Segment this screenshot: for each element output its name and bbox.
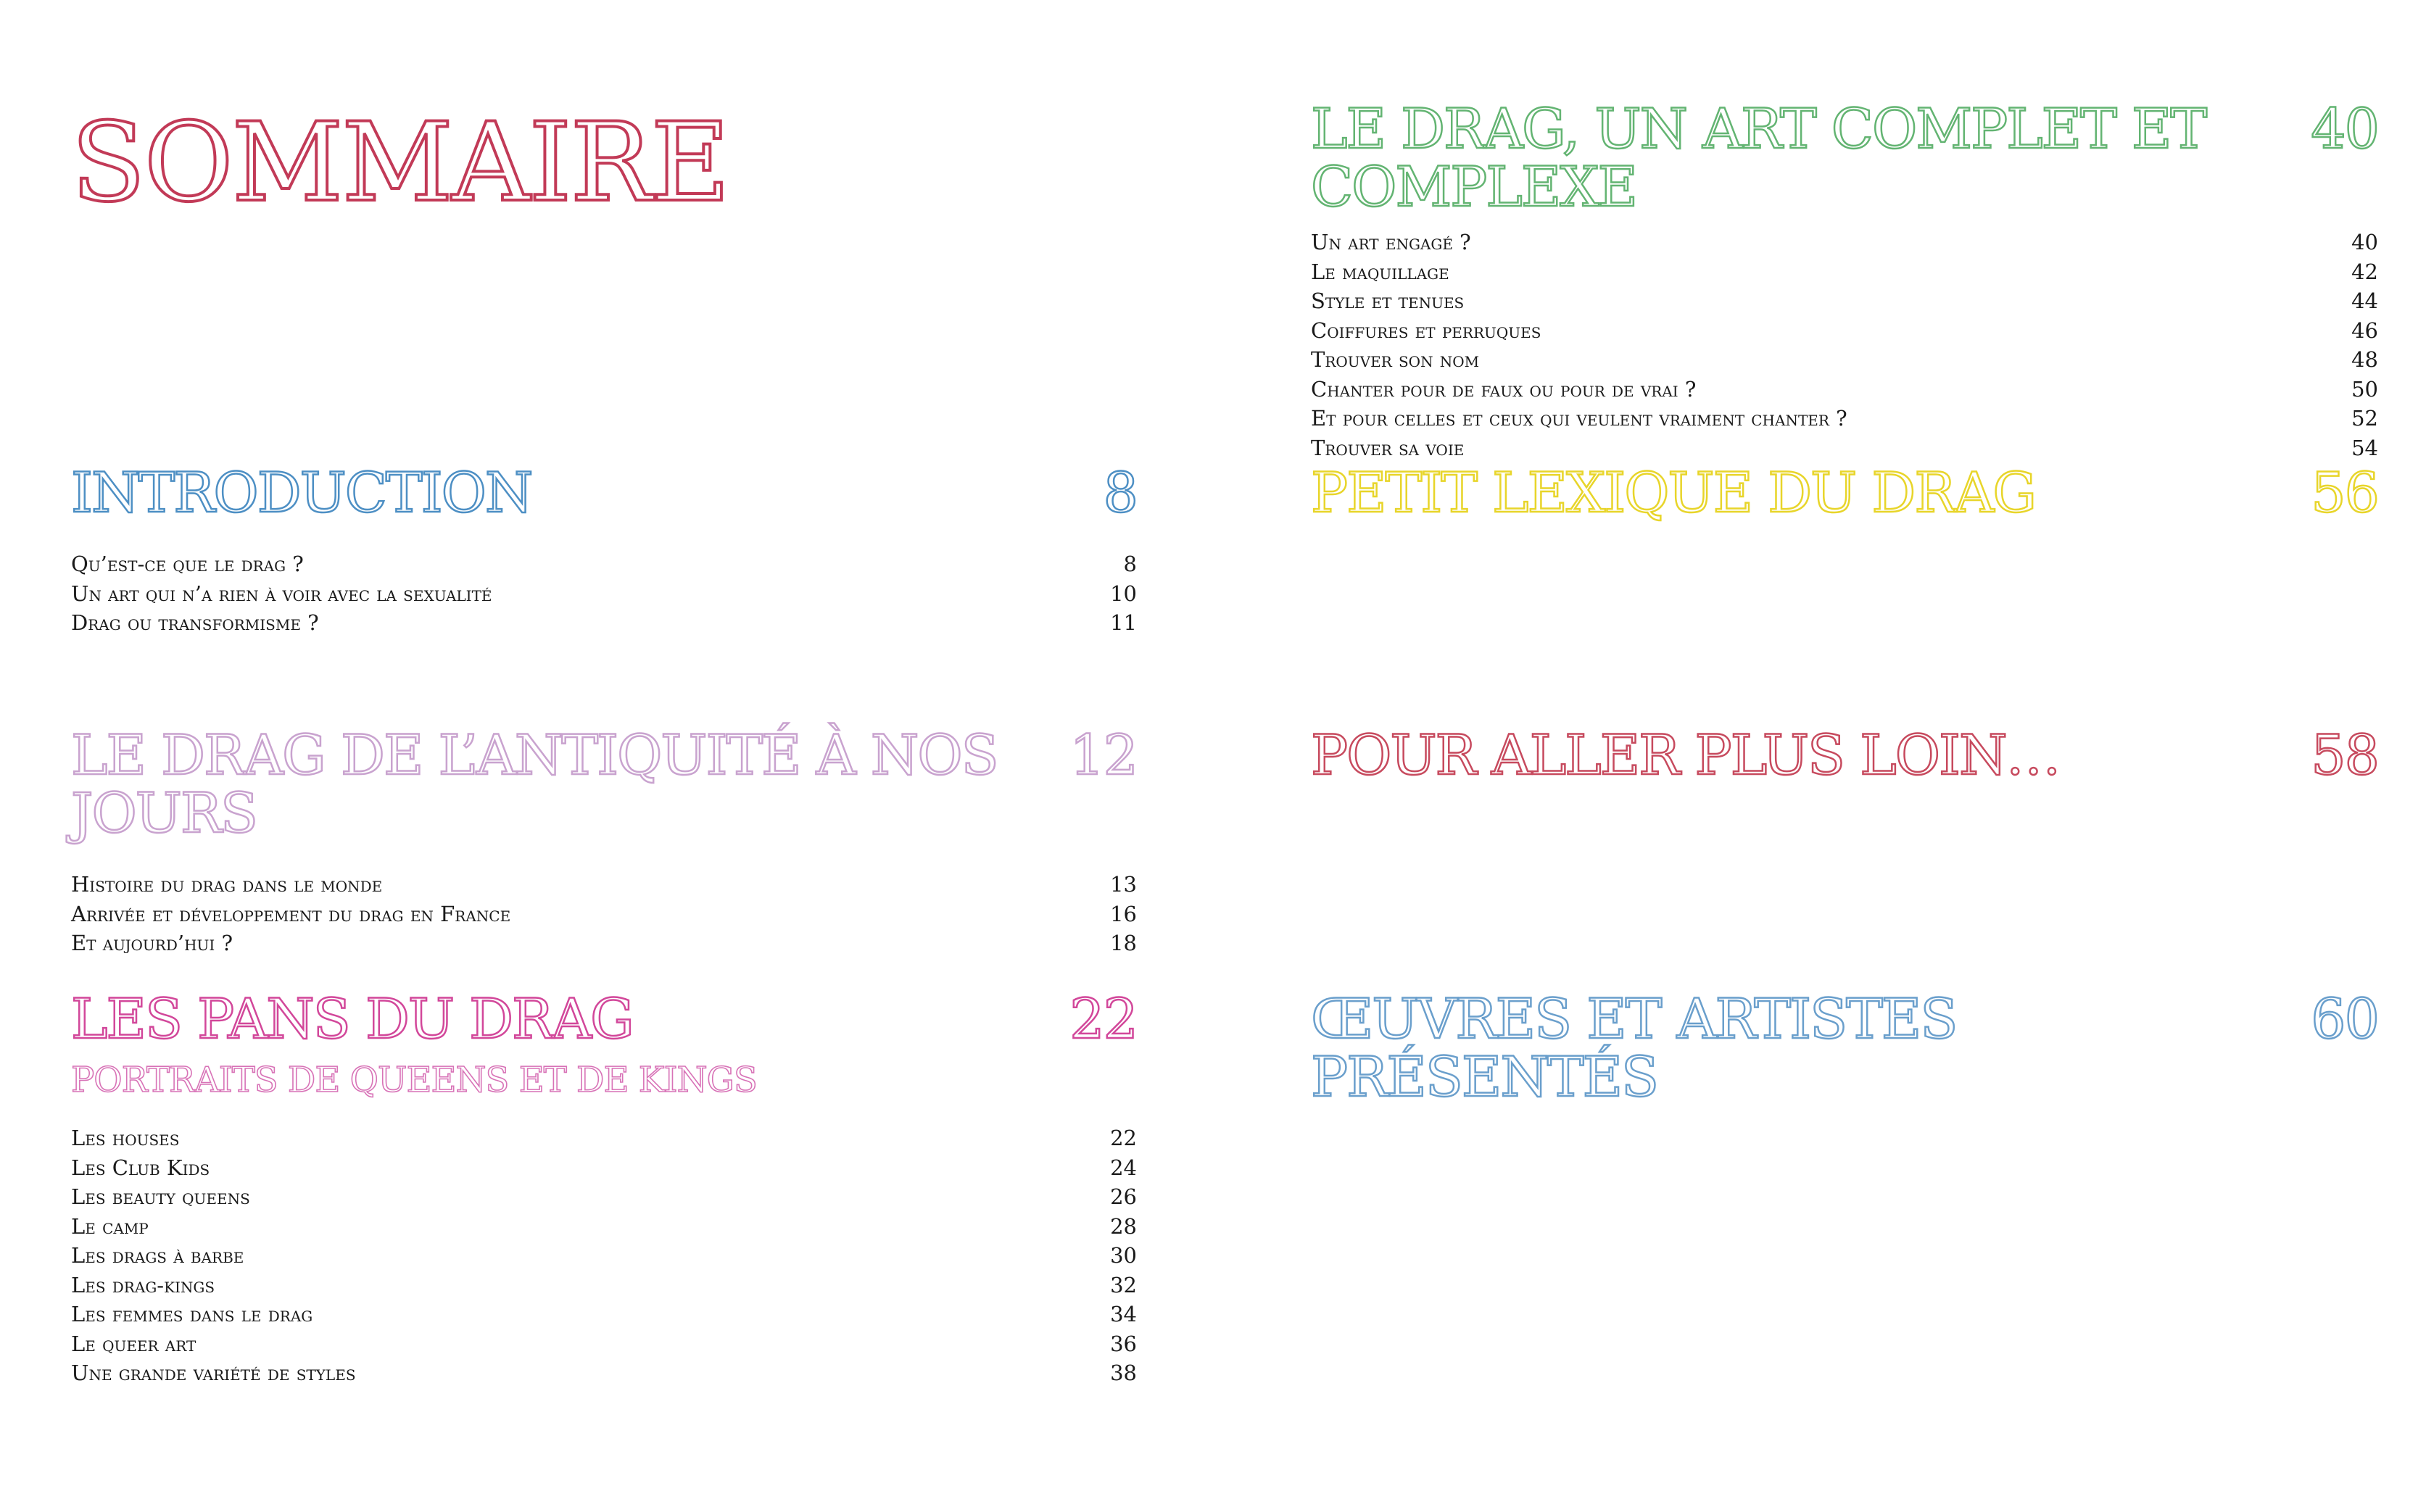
- entry-page: 10: [1110, 581, 1137, 606]
- entry-label: Qu’est-ce que le drag ?: [71, 552, 304, 576]
- entry-label: Histoire du drag dans le monde: [71, 872, 383, 897]
- toc-entry[interactable]: [71, 1271, 1137, 1300]
- toc-entry[interactable]: [71, 1182, 1137, 1212]
- left-column: [71, 0, 1137, 1512]
- toc-entry[interactable]: [71, 549, 1137, 579]
- entry-label: Chanter pour de faux ou pour de vrai ?: [1311, 376, 1697, 402]
- entry-label: Une grande variété de styles: [71, 1361, 356, 1385]
- section-page-number: 22: [1069, 986, 1137, 1051]
- toc-entry[interactable]: [71, 608, 1137, 638]
- toc-entry[interactable]: [71, 1153, 1137, 1183]
- entry-page: 32: [1110, 1272, 1137, 1297]
- entry-page: 44: [2351, 288, 2378, 313]
- entry-page: 36: [1110, 1331, 1137, 1356]
- entry-page: 48: [2351, 347, 2378, 372]
- section-aller-plus-loin: [1311, 723, 2378, 787]
- entry-label: Et aujourd’hui ?: [71, 931, 233, 955]
- section-page-number: 60: [2311, 986, 2378, 1051]
- entry-label: Un art qui n’a rien à voir avec la sexualité: [71, 581, 492, 606]
- entry-label: Et pour celles et ceux qui veulent vraiment chanter ?: [1311, 406, 1847, 431]
- entry-label: Les femmes dans le drag: [71, 1302, 313, 1326]
- entry-page: 8: [1123, 552, 1137, 576]
- toc-entry[interactable]: [1311, 316, 2378, 346]
- toc-entry[interactable]: [71, 1300, 1137, 1329]
- entry-page: 46: [2351, 317, 2378, 343]
- entry-page: 18: [1110, 931, 1137, 955]
- entry-label: Les beauty queens: [71, 1184, 250, 1209]
- entry-list: [71, 549, 1137, 638]
- section-title[interactable]: PETIT LEXIQUE DU DRAG: [1311, 460, 2036, 525]
- entry-label: Le camp: [71, 1213, 149, 1239]
- entry-page: 52: [2351, 406, 2378, 431]
- entry-label: Le queer art: [71, 1331, 196, 1356]
- toc-entry[interactable]: [1311, 404, 2378, 433]
- entry-label: Les drag-kings: [71, 1272, 215, 1297]
- section-subtitle: PORTRAITS DE QUEENS ET DE KINGS: [71, 1060, 757, 1100]
- entry-page: 16: [1110, 901, 1137, 926]
- entry-label: Arrivée et développement du drag en France: [71, 901, 511, 926]
- toc-entry[interactable]: [1311, 257, 2378, 287]
- entry-label: Les Club Kids: [71, 1155, 210, 1180]
- entry-label: Trouver son nom: [1311, 347, 1480, 372]
- entry-page: 11: [1110, 610, 1137, 635]
- entry-list: [71, 1123, 1137, 1388]
- entry-label: Trouver sa voie: [1311, 435, 1465, 460]
- section-page-number: 12: [1069, 723, 1137, 787]
- entry-label: Coiffures et perruques: [1311, 317, 1541, 343]
- page-title: SOMMAIRE: [71, 100, 729, 226]
- toc-entry[interactable]: [1311, 345, 2378, 375]
- toc-entry[interactable]: [71, 900, 1137, 929]
- toc-entry[interactable]: [1311, 228, 2378, 257]
- toc-entry[interactable]: [71, 929, 1137, 958]
- entry-page: 50: [2351, 376, 2378, 402]
- entry-page: 38: [1110, 1361, 1137, 1385]
- entry-page: 13: [1110, 872, 1137, 897]
- toc-entry[interactable]: [71, 1123, 1137, 1153]
- toc-entry[interactable]: [71, 1358, 1137, 1388]
- toc-entry[interactable]: [1311, 286, 2378, 316]
- section-title[interactable]: ŒUVRES ET ARTISTES PRÉSENTÉS: [1311, 986, 1957, 1109]
- section-antiquite: [71, 723, 1137, 958]
- toc-entry[interactable]: [71, 1212, 1137, 1242]
- entry-list: [1311, 228, 2378, 462]
- toc-entry[interactable]: [71, 1329, 1137, 1359]
- section-page-number: 58: [2311, 723, 2378, 787]
- section-title[interactable]: LES PANS DU DRAG: [71, 986, 633, 1051]
- section-page-number: 40: [2311, 96, 2378, 161]
- entry-page: 40: [2351, 230, 2378, 254]
- toc-entry[interactable]: [1311, 375, 2378, 404]
- entry-page: 34: [1110, 1302, 1137, 1326]
- section-pans-du-drag: [71, 986, 1137, 1388]
- section-title[interactable]: LE DRAG, UN ART COMPLET ET COMPLEXE: [1311, 96, 2206, 219]
- entry-label: Drag ou transformisme ?: [71, 610, 319, 635]
- entry-page: 26: [1110, 1184, 1137, 1209]
- section-art-complet: [1311, 96, 2378, 462]
- section-lexique: [1311, 460, 2378, 525]
- section-title[interactable]: POUR ALLER PLUS LOIN…: [1311, 723, 2060, 787]
- entry-label: Style et tenues: [1311, 288, 1465, 313]
- entry-page: 42: [2351, 259, 2378, 284]
- entry-label: Les houses: [71, 1126, 180, 1150]
- section-oeuvres-artistes: [1311, 986, 2378, 1109]
- section-title[interactable]: INTRODUCTION: [71, 460, 532, 525]
- entry-page: 28: [1110, 1213, 1137, 1239]
- section-introduction: [71, 460, 1137, 638]
- toc-entry[interactable]: [71, 1241, 1137, 1271]
- entry-label: Un art engagé ?: [1311, 230, 1471, 254]
- toc-entry[interactable]: [1311, 433, 2378, 463]
- section-page-number: 8: [1103, 460, 1137, 525]
- entry-list: [71, 870, 1137, 958]
- entry-label: Les drags à barbe: [71, 1243, 244, 1268]
- entry-label: Le maquillage: [1311, 259, 1449, 284]
- right-column: [1311, 0, 2378, 1512]
- toc-entry[interactable]: [71, 579, 1137, 609]
- entry-page: 24: [1110, 1155, 1137, 1180]
- entry-page: 54: [2351, 435, 2378, 460]
- section-page-number: 56: [2311, 460, 2378, 525]
- entry-page: 30: [1110, 1243, 1137, 1268]
- entry-page: 22: [1110, 1126, 1137, 1150]
- section-title[interactable]: LE DRAG DE L’ANTIQUITÉ À NOS JOURS: [71, 723, 998, 845]
- toc-entry[interactable]: [71, 870, 1137, 900]
